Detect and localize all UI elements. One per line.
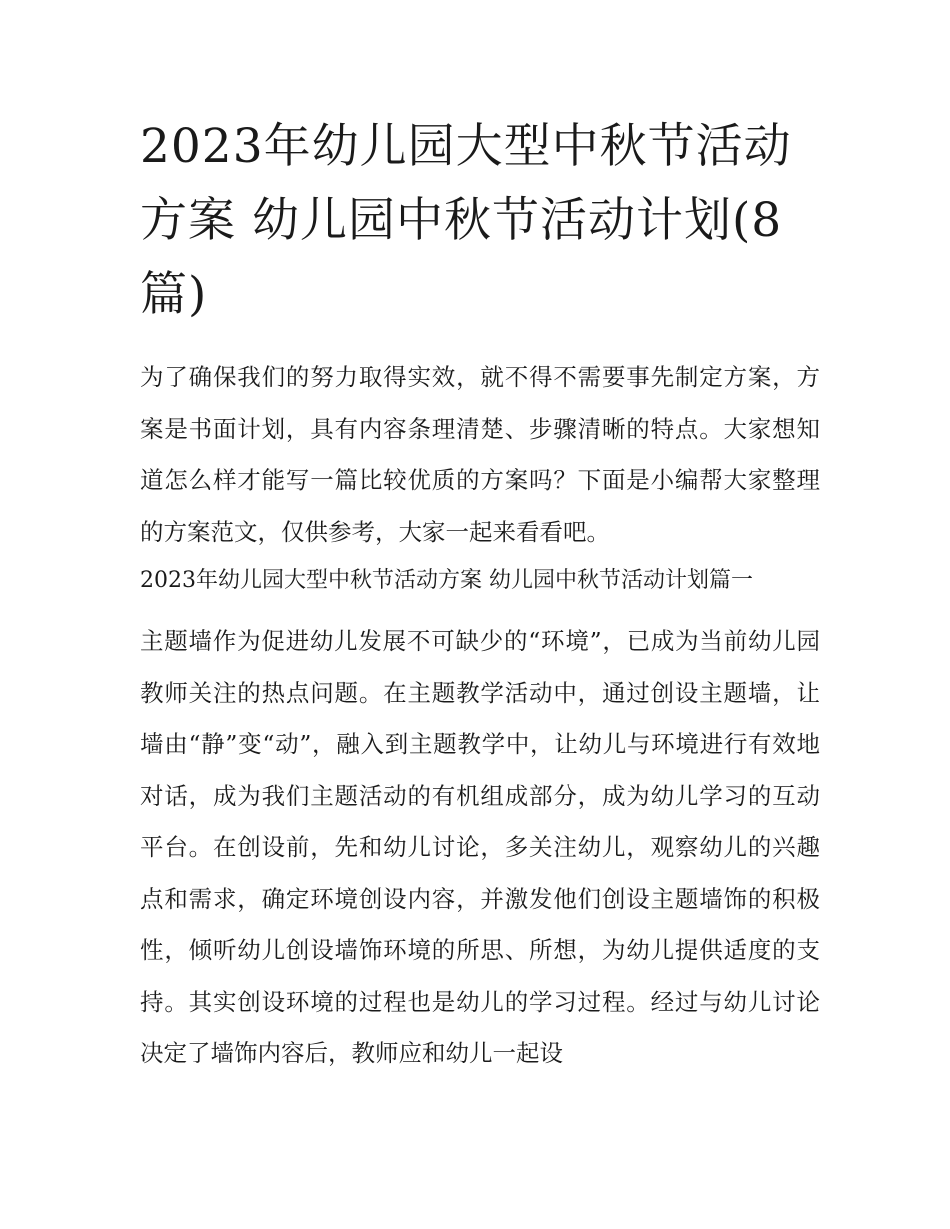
document-page xyxy=(140,110,820,1080)
body-paragraph: 主题墙作为促进幼儿发展不可缺少的“环境”，已成为当前幼儿园教师关注的热点问题。在主题教学活动中，通过创设主题墙，让墙由“静”变“动”，融入到主题教学中，让幼儿与环境进行有效地对话，成为我们主题活动的有机组成部分，成为幼儿学习的互动平台。在创设前，先和幼儿讨论，多关注幼儿，观察幼儿的兴趣点和需求，确定环境创设内容，并激发他们创设主题墙饰的积极性，倾听幼儿创设墙饰环境的所思、所想，为幼儿提供适度的支持。其实创设环境的过程也是幼儿的学习过程。经过与幼儿讨论决定了墙饰内容后，教师应和幼儿一起设 xyxy=(140,627,820,1067)
intro-paragraph: 为了确保我们的努力取得实效，就不得不需要事先制定方案，方案是书面计划，具有内容条理清楚、步骤清晰的特点。大家想知道怎么样才能写一篇比较优质的方案吗？下面是小编帮大家整理的方案范文，仅供参考，大家一起来看看吧。 xyxy=(140,363,820,546)
document-title: 2023年幼儿园大型中秋节活动方案 幼儿园中秋节活动计划(8篇) xyxy=(140,119,792,322)
section-heading: 2023年幼儿园大型中秋节活动方案 幼儿园中秋节活动计划篇一 xyxy=(140,568,753,593)
